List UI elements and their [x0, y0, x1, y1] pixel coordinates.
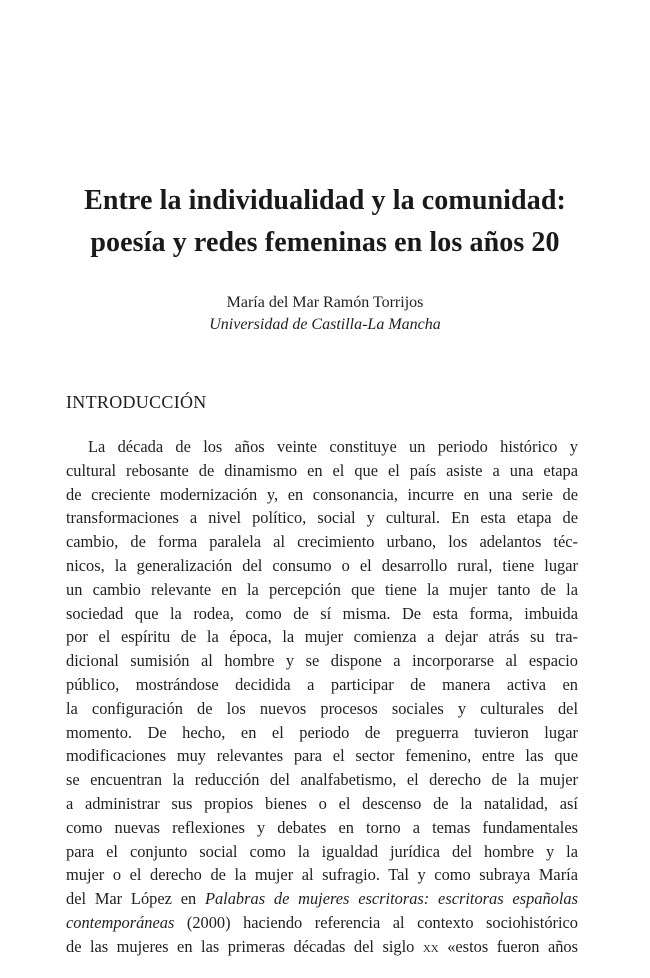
text-line: La década de los años veinte constituye un periodo histórico y	[88, 437, 578, 456]
author-name: María del Mar Ramón Torrijos	[226, 294, 424, 311]
text-run: del Mar López en	[66, 889, 205, 909]
text-line	[66, 887, 578, 911]
text-run: «estos fueron años	[438, 936, 579, 956]
text-line: a administrar sus propios bienes o el descenso de la natalidad, así	[66, 793, 578, 813]
century-numeral: xx	[422, 936, 439, 956]
title-line-2: poesía y redes femeninas en los años 20	[90, 227, 560, 258]
text-run: (2000) haciendo referencia al contexto sociohistórico	[174, 912, 578, 932]
text-line: modificaciones muy relevantes para el sector femenino, entre las que	[66, 746, 578, 766]
text-line: cambio, de forma paralela al crecimiento urbano, los adelantos téc-	[66, 532, 578, 552]
text-line: se encuentran la reducción del analfabetismo, el derecho de la mujer	[66, 770, 578, 790]
text-line: momento. De hecho, en el periodo de preguerra tuvieron lugar	[66, 722, 578, 742]
text-line	[66, 935, 578, 959]
text-line: mujer o el derecho de la mujer al sufragio. Tal y como subraya María	[66, 865, 578, 885]
cited-title: Palabras de mujeres escritoras: escritoras españolas	[204, 889, 578, 909]
text-line: sociedad que la rodea, como de sí misma. De esta forma, imbuida	[66, 603, 578, 623]
text-line: de creciente modernización y, en consonancia, incurre en una serie de	[66, 484, 578, 504]
text-line: dicional sumisión al hombre y se dispone a incorporarse al espacio	[66, 651, 578, 671]
text-line: público, mostrándose decidida a participar de manera activa en	[66, 674, 578, 694]
title-line-1: Entre la individualidad y la comunidad:	[84, 185, 566, 216]
text-line: nicos, la generalización del consumo o el desarrollo rural, tiene lugar	[66, 555, 578, 575]
article-title	[40, 180, 610, 264]
cited-title-cont: contemporáneas	[66, 912, 175, 932]
section-heading: INTRODUCCIÓN	[66, 392, 207, 412]
text-line: un cambio relevante en la percepción que tiene la mujer tanto de la	[66, 579, 578, 599]
body-paragraph	[66, 435, 578, 959]
text-line	[66, 911, 578, 935]
text-line: la configuración de los nuevos procesos sociales y culturales del	[66, 698, 578, 718]
text-line: como nuevas reflexiones y debates en torno a temas fundamentales	[66, 817, 578, 837]
text-line: por el espíritu de la época, la mujer comienza a dejar atrás su tra-	[66, 627, 578, 647]
author-block	[40, 292, 610, 336]
text-line: cultural rebosante de dinamismo en el que el país asiste a una etapa	[66, 460, 578, 480]
text-line: para el conjunto social como la igualdad jurídica del hombre y la	[66, 841, 578, 861]
text-line: transformaciones a nivel político, social y cultural. En esta etapa de	[66, 508, 578, 528]
text-run: de las mujeres en las primeras décadas del siglo	[66, 936, 423, 956]
author-affiliation: Universidad de Castilla-La Mancha	[209, 316, 441, 333]
